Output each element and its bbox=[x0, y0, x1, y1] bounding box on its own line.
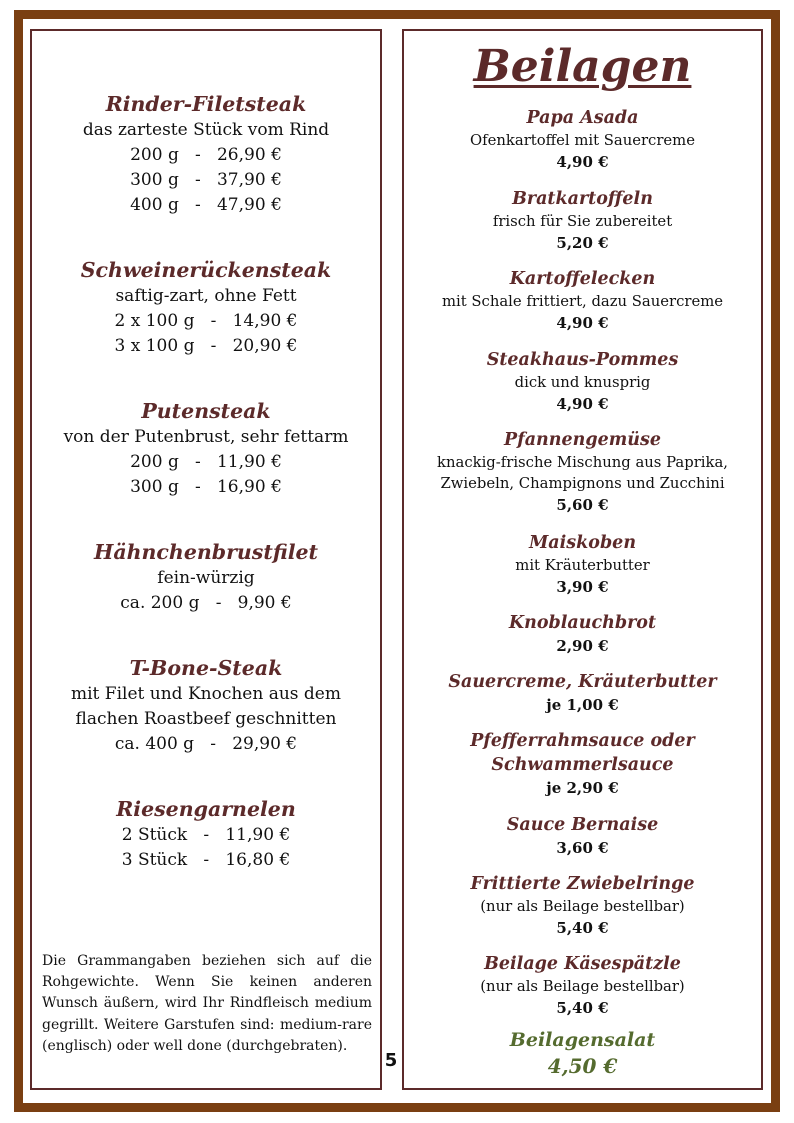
section-title: Beilagen bbox=[473, 41, 692, 92]
item-name: Bratkartoffeln bbox=[512, 189, 653, 209]
menu-item-rinder-filetsteak bbox=[32, 90, 380, 218]
item-description: fein-würzig bbox=[157, 568, 255, 588]
item-description: mit Filet und Knochen aus dem bbox=[71, 684, 341, 704]
item-price: 300 g - 37,90 € bbox=[130, 170, 282, 190]
side-item-sauce-bernaise bbox=[404, 813, 761, 859]
item-description: Zwiebeln, Champignons und Zucchini bbox=[440, 475, 725, 492]
weight-note: Die Grammangaben beziehen sich auf die Rohgewichte. Wenn Sie keinen anderen Wunsch äußern, wird Ihr Rindfleisch medium gegrillt. Weitere Garstufen sind: medium-rare (englisch) oder well done (durchgebraten). bbox=[42, 953, 372, 1054]
menu-item-riesengarnelen bbox=[32, 795, 380, 873]
steak-panel bbox=[30, 29, 382, 1090]
item-price: 300 g - 16,90 € bbox=[130, 477, 282, 497]
item-price: 3,90 € bbox=[556, 578, 609, 596]
item-price: 2 x 100 g - 14,90 € bbox=[114, 311, 298, 331]
item-name: Frittierte Zwiebelringe bbox=[470, 874, 695, 894]
item-name: Schweinerückensteak bbox=[80, 258, 332, 282]
item-description: (nur als Beilage bestellbar) bbox=[480, 978, 685, 995]
item-price: 5,40 € bbox=[556, 919, 609, 937]
item-description: mit Kräuterbutter bbox=[515, 557, 650, 574]
item-name: Pfannengemüse bbox=[504, 430, 661, 450]
page-number: 5 bbox=[384, 1050, 398, 1071]
side-item-beilage-kaesespaetzle bbox=[404, 952, 761, 1019]
menu-item-t-bone-steak bbox=[32, 654, 380, 757]
menu-item-schweinerueckensteak bbox=[32, 256, 380, 359]
menu-item-putensteak bbox=[32, 397, 380, 500]
item-name: Beilagensalat bbox=[509, 1029, 656, 1051]
side-item-steakhaus-pommes bbox=[404, 348, 761, 415]
item-description: frisch für Sie zubereitet bbox=[492, 213, 673, 230]
side-item-frittierte-zwiebelringe bbox=[404, 872, 761, 939]
item-price: 400 g - 47,90 € bbox=[130, 195, 282, 215]
side-item-pfannengemuese bbox=[404, 428, 761, 516]
item-name: Maiskoben bbox=[528, 533, 637, 553]
item-name: Schwammerlsauce bbox=[491, 755, 674, 775]
item-price: 200 g - 26,90 € bbox=[130, 145, 282, 165]
item-price: 4,90 € bbox=[556, 314, 609, 332]
item-name: Hähnchenbrustfilet bbox=[93, 540, 319, 564]
item-description: Ofenkartoffel mit Sauercreme bbox=[470, 132, 695, 149]
item-name: Riesengarnelen bbox=[116, 797, 296, 821]
item-price: 4,90 € bbox=[556, 153, 609, 171]
item-description: das zarteste Stück vom Rind bbox=[82, 120, 330, 140]
item-price: ca. 400 g - 29,90 € bbox=[114, 734, 298, 754]
item-description: mit Schale frittiert, dazu Sauercreme bbox=[441, 293, 724, 310]
sides-panel bbox=[402, 29, 763, 1090]
item-price: je 1,00 € bbox=[546, 696, 619, 714]
side-item-sauercreme-kraeuterbutter bbox=[404, 670, 761, 716]
side-item-kartoffelecken bbox=[404, 267, 761, 334]
item-name: Knoblauchbrot bbox=[508, 613, 657, 633]
item-price: 4,50 € bbox=[547, 1054, 618, 1078]
item-price: ca. 200 g - 9,90 € bbox=[120, 593, 292, 613]
side-item-saucen bbox=[404, 729, 761, 799]
item-name: Pfefferrahmsauce oder bbox=[470, 731, 695, 751]
item-price: 5,20 € bbox=[556, 234, 609, 252]
item-name: Steakhaus-Pommes bbox=[486, 350, 679, 370]
item-description: (nur als Beilage bestellbar) bbox=[480, 898, 685, 915]
item-price: je 2,90 € bbox=[546, 779, 619, 797]
item-price: 4,90 € bbox=[556, 395, 609, 413]
side-item-beilagensalat bbox=[404, 1027, 761, 1079]
item-name: Beilage Käsespätzle bbox=[484, 954, 681, 974]
item-name: Sauercreme, Kräuterbutter bbox=[448, 672, 717, 692]
item-price: 5,40 € bbox=[556, 999, 609, 1017]
item-name: Kartoffelecken bbox=[509, 269, 656, 289]
item-description: von der Putenbrust, sehr fettarm bbox=[63, 427, 349, 447]
item-name: Rinder-Filetsteak bbox=[105, 92, 307, 116]
item-description: knackig-frische Mischung aus Paprika, bbox=[437, 454, 728, 471]
item-price: 3 x 100 g - 20,90 € bbox=[114, 336, 298, 356]
item-description: saftig-zart, ohne Fett bbox=[115, 286, 297, 306]
item-price: 3 Stück - 16,80 € bbox=[121, 850, 291, 870]
item-price: 200 g - 11,90 € bbox=[130, 452, 282, 472]
side-item-bratkartoffeln bbox=[404, 187, 761, 254]
side-item-papa-asada bbox=[404, 106, 761, 173]
item-description: flachen Roastbeef geschnitten bbox=[75, 709, 337, 729]
item-name: T-Bone-Steak bbox=[129, 656, 283, 680]
menu-item-haehnchenbrustfilet bbox=[32, 538, 380, 616]
item-name: Papa Asada bbox=[526, 108, 639, 128]
item-price: 2,90 € bbox=[556, 637, 609, 655]
side-item-maiskoben bbox=[404, 531, 761, 598]
item-price: 2 Stück - 11,90 € bbox=[121, 825, 291, 845]
item-price: 5,60 € bbox=[556, 496, 609, 514]
side-item-knoblauchbrot bbox=[404, 611, 761, 657]
item-name: Putensteak bbox=[141, 399, 271, 423]
item-price: 3,60 € bbox=[556, 839, 609, 857]
item-name: Sauce Bernaise bbox=[506, 815, 659, 835]
item-description: dick und knusprig bbox=[514, 374, 651, 391]
